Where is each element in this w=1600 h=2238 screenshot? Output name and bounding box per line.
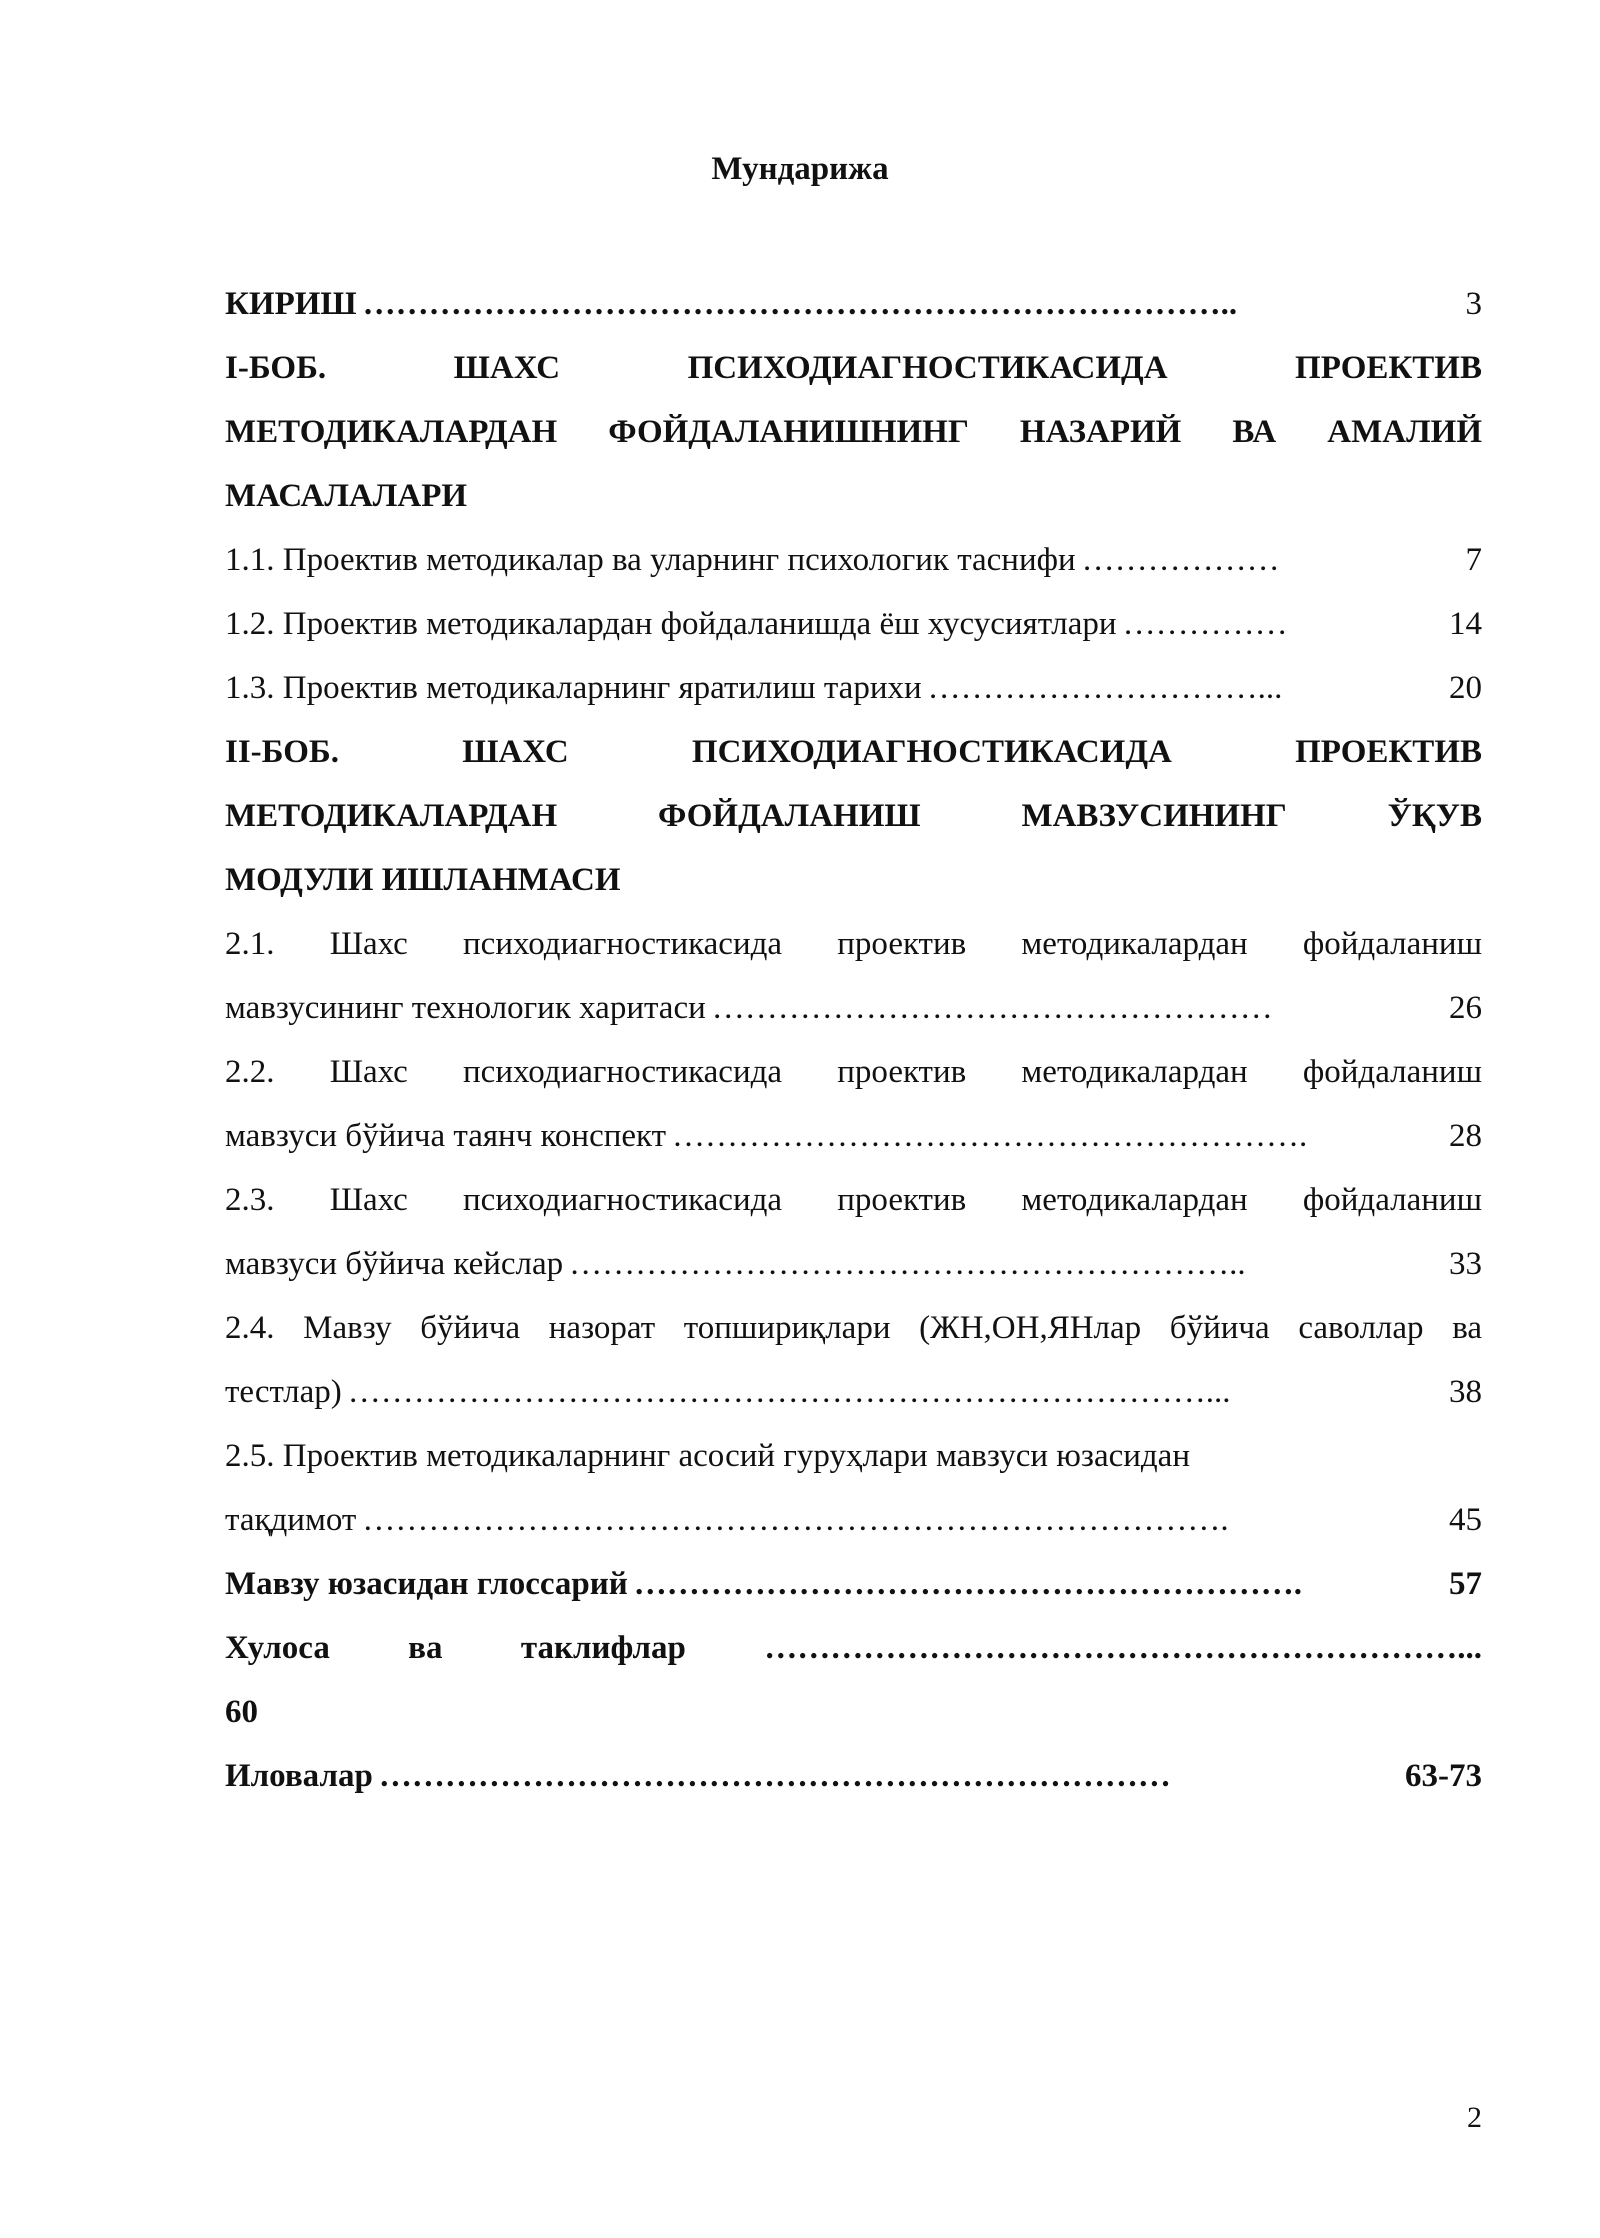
toc-page-number: 3 [1465, 286, 1482, 322]
toc-entry-2-2-line-1: 2.2. Шахс психодиагностикасида проектив методикалардан фойдаланиш [225, 1054, 1482, 1090]
toc-entry-1-3 [225, 656, 1482, 720]
page-number: 2 [1467, 2101, 1482, 2134]
toc-entry-2-5-line-2 [225, 1488, 1482, 1552]
toc-leader-dots: …………………………………………………. [672, 1118, 1308, 1154]
table-of-contents [225, 272, 1482, 1808]
toc-chapter-2-line-1: II-БОБ. ШАХС ПСИХОДИАГНОСТИКАСИДА ПРОЕКТИВ [225, 734, 1482, 770]
toc-entry-intro [225, 272, 1482, 336]
toc-entry-2-1-line-2 [225, 976, 1482, 1040]
toc-chapter-1-line-3: МАСАЛАЛАРИ [225, 478, 468, 514]
toc-leader-dots: ……………… [1081, 542, 1280, 578]
toc-page-number: 63-73 [1405, 1758, 1482, 1794]
toc-leader-dots: ……………………………………………………………… [378, 1758, 1171, 1794]
toc-page-number: 28 [1449, 1118, 1482, 1154]
toc-entry-2-4-line-1: 2.4. Мавзу бўйича назорат топшириқлари (ЖН,ОН,ЯНлар бўйича саволлар ва [225, 1310, 1482, 1346]
toc-entry-2-3-line-1: 2.3. Шахс психодиагностикасида проектив методикалардан фойдаланиш [225, 1182, 1482, 1218]
toc-entry-appendix [225, 1744, 1482, 1808]
toc-page-number: 20 [1449, 670, 1482, 706]
toc-entry-text: 1.1. Проектив методикалар ва уларнинг психологик таснифи [225, 542, 1076, 578]
toc-entry-glossary [225, 1552, 1482, 1616]
toc-page-number: 57 [1449, 1566, 1482, 1602]
toc-leader-dots: ……………………………………………………………………... [347, 1374, 1231, 1410]
toc-leader-dots: …………… [1122, 606, 1288, 642]
toc-page-number: 14 [1449, 606, 1482, 642]
toc-chapter-2-line-3: МОДУЛИ ИШЛАНМАСИ [225, 862, 621, 898]
toc-entry-text: тестлар) [225, 1374, 342, 1410]
toc-entry-text: мавзуси бўйича кейслар [225, 1246, 564, 1282]
toc-entry-text: 1.2. Проектив методикалардан фойдаланишда ёш хусусиятлари [225, 606, 1117, 642]
toc-entry-text: мавзуси бўйича таянч конспект [225, 1118, 667, 1154]
toc-leader-dots: …………………………………………………………………….. [362, 286, 1238, 322]
toc-entry-2-1-line-1: 2.1. Шахс психодиагностикасида проектив методикалардан фойдаланиш [225, 926, 1482, 962]
toc-leader-dots: ……………………………………………………………………. [362, 1502, 1229, 1538]
toc-entry-2-2-line-2 [225, 1104, 1482, 1168]
toc-entry-text: Иловалар [225, 1758, 373, 1794]
toc-page-number: 45 [1449, 1502, 1482, 1538]
toc-entry-1-1 [225, 528, 1482, 592]
toc-leader-dots: ……………………………………………………. [633, 1566, 1303, 1602]
toc-entry-2-4-line-2 [225, 1360, 1482, 1424]
toc-page-number: 38 [1449, 1374, 1482, 1410]
toc-entry-text: 1.3. Проектив методикаларнинг яратилиш тарихи [225, 670, 922, 706]
toc-entry-text: Мавзу юзасидан глоссарий [225, 1566, 628, 1602]
toc-leader-dots: …………………………... [927, 670, 1283, 706]
toc-entry-conclusion-line-1: Хулоса ва таклифлар ………………………………………………………... [225, 1630, 1482, 1666]
toc-page-number: 7 [1465, 542, 1482, 578]
toc-entry-2-5-line-1: 2.5. Проектив методикаларнинг асосий гуруҳлари мавзуси юзасидан [225, 1438, 1190, 1474]
toc-entry-text: мавзусининг технологик харитаси [225, 990, 706, 1026]
toc-entry-1-2 [225, 592, 1482, 656]
toc-chapter-1-line-1: I-БОБ. ШАХС ПСИХОДИАГНОСТИКАСИДА ПРОЕКТИВ [225, 350, 1482, 386]
toc-chapter-2-line-2: МЕТОДИКАЛАРДАН ФОЙДАЛАНИШ МАВЗУСИНИНГ ЎҚУВ [225, 798, 1482, 834]
page-title: Мундарижа [711, 151, 889, 187]
toc-entry-2-3-line-2 [225, 1232, 1482, 1296]
toc-entry-conclusion-page: 60 [225, 1694, 258, 1730]
toc-leader-dots: …………………………………………… [711, 990, 1273, 1026]
toc-page-number: 26 [1449, 990, 1482, 1026]
toc-page-number: 33 [1449, 1246, 1482, 1282]
toc-entry-text: тақдимот [225, 1502, 357, 1538]
toc-entry-text: КИРИШ [225, 286, 357, 322]
toc-chapter-1-line-2: МЕТОДИКАЛАРДАН ФОЙДАЛАНИШНИНГ НАЗАРИЙ ВА АМАЛИЙ [225, 414, 1482, 450]
toc-leader-dots: …………………………………………………….. [569, 1246, 1246, 1282]
